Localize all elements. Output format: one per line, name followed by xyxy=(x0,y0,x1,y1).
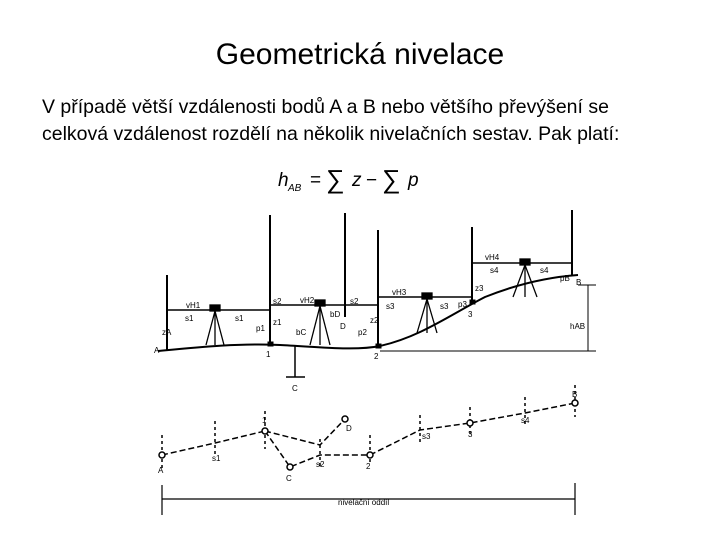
formula-sum-2: ∑ xyxy=(382,164,401,194)
marker-2 xyxy=(376,344,381,348)
svg-text:2: 2 xyxy=(374,352,379,361)
route-A-1 xyxy=(162,431,265,455)
svg-text:A: A xyxy=(158,466,164,475)
svg-text:C: C xyxy=(286,474,292,483)
marker-1 xyxy=(268,342,273,346)
svg-text:hAB: hAB xyxy=(570,322,586,331)
svg-text:s2: s2 xyxy=(273,297,282,306)
svg-text:s2: s2 xyxy=(316,460,325,469)
svg-text:s4: s4 xyxy=(521,416,530,425)
tripod-2 xyxy=(310,300,330,345)
plan-point-3 xyxy=(467,420,473,426)
plan-view xyxy=(159,385,578,515)
svg-text:vH1: vH1 xyxy=(186,301,201,310)
formula-equals: = xyxy=(310,170,322,191)
formula-minus: − xyxy=(366,170,378,191)
svg-text:B: B xyxy=(572,390,578,399)
svg-text:s4: s4 xyxy=(490,266,499,275)
plan-labels xyxy=(158,390,577,507)
slide-title: Geometrická nivelace xyxy=(215,38,505,71)
plan-point-A xyxy=(159,452,165,458)
formula-h: h xyxy=(278,170,289,191)
terrain-line xyxy=(158,275,578,351)
svg-text:1: 1 xyxy=(266,350,271,359)
plan-point-2 xyxy=(367,452,373,458)
formula-p: p xyxy=(408,170,419,191)
route-2-B xyxy=(370,403,575,455)
svg-text:s3: s3 xyxy=(386,302,395,311)
svg-text:z2: z2 xyxy=(370,316,379,325)
slide-paragraph xyxy=(42,94,702,148)
svg-text:nivelační oddíl: nivelační oddíl xyxy=(338,498,390,507)
formula-z: z xyxy=(352,170,362,191)
leveling-diagram xyxy=(140,205,600,523)
plan-point-C xyxy=(287,464,293,470)
svg-text:s2: s2 xyxy=(350,297,359,306)
svg-text:z1: z1 xyxy=(273,318,282,327)
marker-3 xyxy=(470,300,475,304)
svg-text:s1: s1 xyxy=(185,314,194,323)
svg-text:s3: s3 xyxy=(422,432,431,441)
svg-text:s4: s4 xyxy=(540,266,549,275)
route-1-D xyxy=(265,419,345,445)
svg-text:pB: pB xyxy=(560,274,570,283)
svg-text:p3: p3 xyxy=(458,300,467,309)
paragraph-line-2: celková vzdálenost rozdělí na několik nivelačních sestav. Pak platí: xyxy=(42,123,620,145)
svg-text:bC: bC xyxy=(296,328,307,337)
formula-sub-ab: AB xyxy=(288,183,302,194)
svg-text:3: 3 xyxy=(468,310,473,319)
svg-text:C: C xyxy=(292,384,298,393)
svg-text:s1: s1 xyxy=(235,314,244,323)
plan-point-D xyxy=(342,416,348,422)
svg-text:D: D xyxy=(346,424,352,433)
svg-text:D: D xyxy=(340,322,346,331)
svg-text:vH2: vH2 xyxy=(300,296,315,305)
svg-text:3: 3 xyxy=(468,430,473,439)
svg-text:2: 2 xyxy=(366,462,371,471)
svg-text:z3: z3 xyxy=(475,284,484,293)
svg-text:bD: bD xyxy=(330,310,341,319)
svg-text:B: B xyxy=(576,278,582,287)
tripod-3 xyxy=(417,293,437,333)
tripod-1 xyxy=(206,305,224,345)
svg-text:zA: zA xyxy=(162,328,172,337)
svg-text:vH3: vH3 xyxy=(392,288,407,297)
svg-text:A: A xyxy=(154,346,160,355)
tripod-4 xyxy=(513,259,537,297)
plan-point-B xyxy=(572,400,578,406)
leveling-formula xyxy=(270,160,440,200)
svg-text:s1: s1 xyxy=(212,454,221,463)
svg-text:vH4: vH4 xyxy=(485,253,500,262)
paragraph-line-1: V případě větší vzdálenosti bodů A a B nebo většího převýšení se xyxy=(42,96,609,118)
plan-point-1 xyxy=(262,428,268,434)
svg-text:1: 1 xyxy=(262,416,267,425)
svg-text:p2: p2 xyxy=(358,328,367,337)
svg-text:p1: p1 xyxy=(256,324,265,333)
svg-text:s3: s3 xyxy=(440,302,449,311)
formula-sum-1: ∑ xyxy=(326,164,345,194)
